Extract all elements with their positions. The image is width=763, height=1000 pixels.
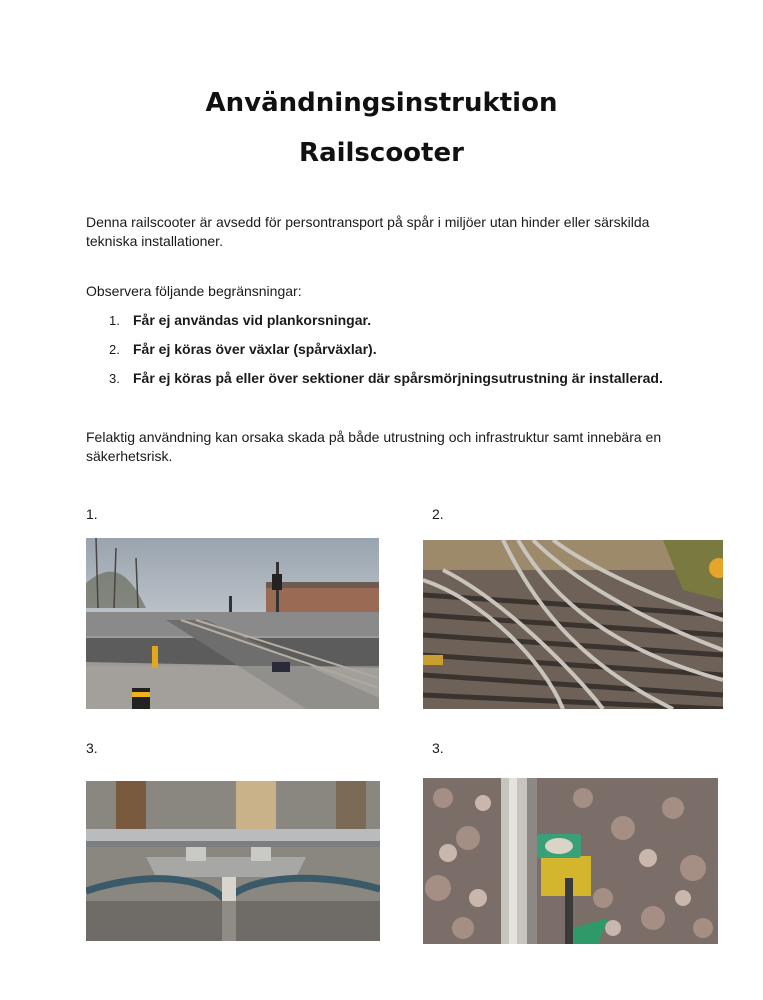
list-text: Får ej användas vid plankorsningar.	[133, 312, 372, 328]
figure-label-4: 3.	[432, 740, 444, 756]
document-subtitle: Railscooter	[299, 138, 464, 168]
rail-switch-photo	[423, 540, 723, 709]
document-title: Användningsinstruktion	[205, 88, 558, 118]
list-text: Får ej köras på eller över sektioner där spårsmörjningsutrustning är installerad.	[133, 370, 663, 386]
figure-label-2: 2.	[432, 506, 444, 522]
intro-paragraph: Denna railscooter är avsedd för persontransport på spår i miljöer utan hinder eller särskilda tekniska installationer.	[86, 214, 650, 249]
list-number: 2.	[109, 342, 120, 357]
restrictions-heading: Observera följande begränsningar:	[86, 283, 302, 299]
rail-lubricator-photo	[86, 781, 380, 941]
list-number: 1.	[109, 313, 120, 328]
list-text: Får ej köras över växlar (spårväxlar).	[133, 341, 377, 357]
figure-label-1: 1.	[86, 506, 98, 522]
level-crossing-photo	[86, 538, 379, 709]
list-number: 3.	[109, 371, 120, 386]
figure-label-3: 3.	[86, 740, 98, 756]
warning-paragraph: Felaktig användning kan orsaka skada på både utrustning och infrastruktur samt innebära en säkerhetsrisk.	[86, 429, 662, 464]
rail-lubricator-closeup-photo	[423, 778, 718, 944]
